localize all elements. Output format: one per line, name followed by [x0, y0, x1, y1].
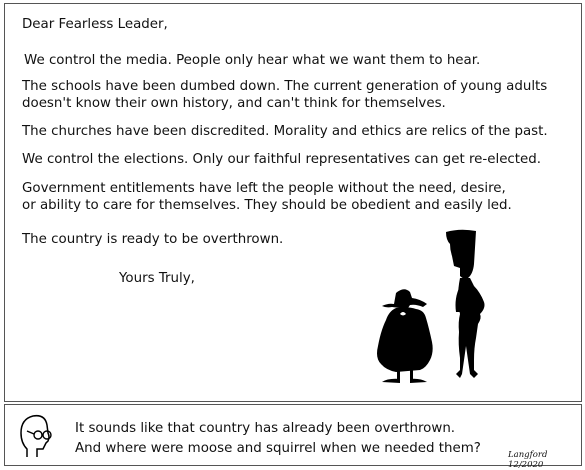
salutation: Dear Fearless Leader,: [22, 17, 168, 32]
face-with-glasses-icon: [17, 413, 57, 461]
boris-silhouette-icon: [372, 284, 444, 388]
letter-line-elections: We control the elections. Only our faithful representatives can get re-elected.: [22, 152, 542, 167]
letter-line-schools-2: doesn't know their own history, and can't think for themselves.: [22, 96, 446, 111]
letter-line-overthrown: The country is ready to be overthrown.: [22, 232, 284, 247]
letter-line-churches: The churches have been discredited. Morality and ethics are relics of the past.: [22, 124, 548, 139]
letter-closing: Yours Truly,: [119, 271, 195, 286]
caption-line-1: It sounds like that country has already been overthrown.: [75, 421, 456, 436]
artist-signature: Langford 12/2020: [508, 450, 548, 470]
natasha-silhouette-icon: [440, 228, 496, 386]
letter-line-schools-1: The schools have been dumbed down. The current generation of young adults: [22, 79, 548, 94]
letter-line-entitlements-1: Government entitlements have left the people without the need, desire,: [22, 181, 506, 196]
caption-line-2: And where were moose and squirrel when we needed them?: [75, 441, 481, 456]
letter-line-media: We control the media. People only hear what we want them to hear.: [24, 53, 481, 68]
letter-line-entitlements-2: or ability to care for themselves. They should be obedient and easily led.: [22, 198, 512, 213]
